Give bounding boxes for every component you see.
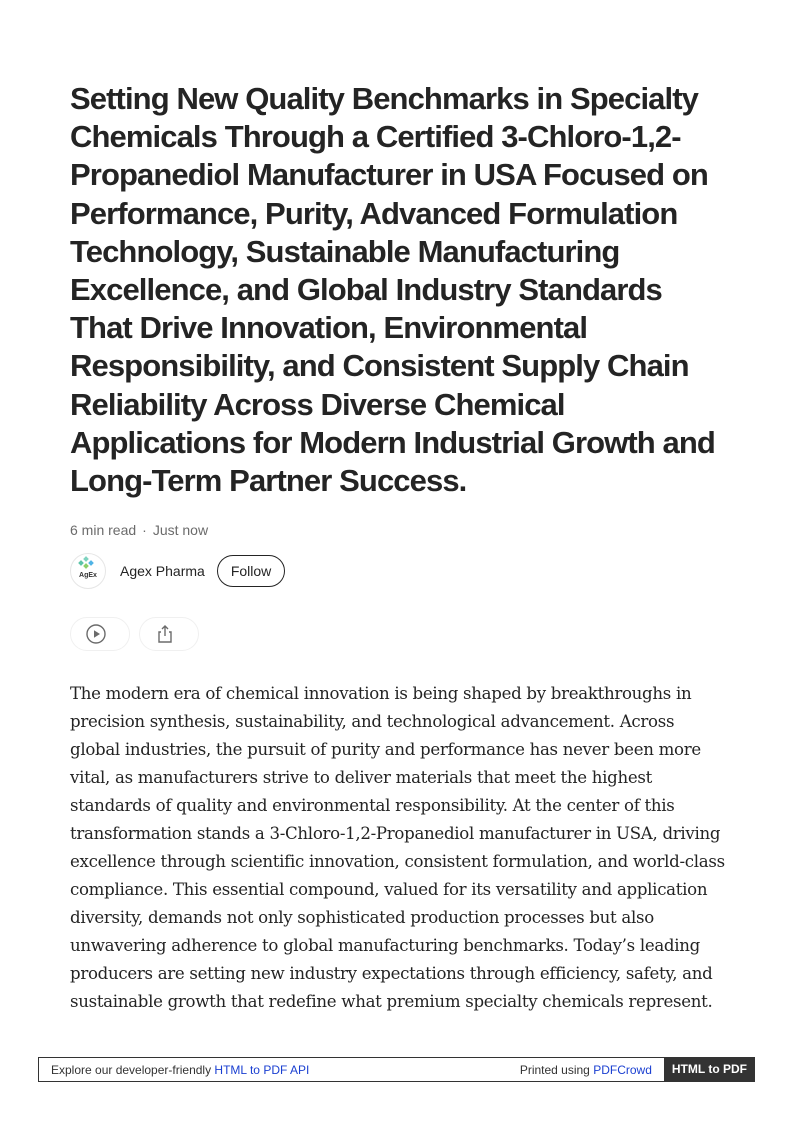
meta-separator: · xyxy=(142,522,147,538)
html-to-pdf-api-link[interactable]: HTML to PDF API xyxy=(214,1062,310,1077)
listen-button[interactable] xyxy=(70,617,130,651)
read-time: 6 min read xyxy=(70,522,137,538)
follow-button[interactable]: Follow xyxy=(217,555,285,587)
footer-explore xyxy=(39,1063,309,1077)
article-actions xyxy=(70,617,199,651)
avatar-logo-text: AgEx xyxy=(79,572,97,579)
published-time: Just now xyxy=(152,522,209,538)
article-meta xyxy=(70,522,208,538)
footer-printed xyxy=(520,1063,652,1077)
share-icon xyxy=(154,623,176,645)
footer-printed-text: Printed using xyxy=(519,1062,594,1077)
author-row xyxy=(70,553,285,589)
footer-explore-text: Explore our developer-friendly xyxy=(51,1062,215,1077)
agex-logo-icon xyxy=(71,554,105,588)
pdfcrowd-link[interactable]: PDFCrowd xyxy=(593,1062,652,1077)
html-to-pdf-button[interactable]: HTML to PDF xyxy=(664,1057,755,1082)
article-title: Setting New Quality Benchmarks in Specialty Chemicals Through a Certified 3-Chloro-1,2-Propanediol Manufacturer in USA Focused on Performance, Purity, Advanced Formulation Technology, Sustainable Manufacturing Excellence, and Global Industry Standards That Drive Innovation, Environmental Responsibility, and Consistent Supply Chain Reliability Across Diverse Chemical Applications for Modern Industrial Growth and Long-Term Partner Success. xyxy=(70,81,715,499)
share-button[interactable] xyxy=(139,617,199,651)
author-name[interactable]: Agex Pharma xyxy=(120,563,205,579)
avatar[interactable] xyxy=(70,553,106,589)
pdf-footer xyxy=(38,1057,755,1082)
article-body: The modern era of chemical innovation is being shaped by breakthroughs in precision synthesis, sustainability, and technological advancement. Across global industries, the pursuit of purity and performance has never been more vital, as manufacturers strive to deliver materials that meet the highest standards of quality and environmental responsibility. At the center of this transformation stands a 3-Chloro-1,2-Propanediol manufacturer in USA, driving excellence through scientific innovation, consistent formulation, and world-class compliance. This essential compound, valued for its versatility and application diversity, demands not only sophisticated production processes but also unwavering adherence to global manufacturing benchmarks. Today’s leading producers are setting new industry expectations through efficiency, safety, and sustainable growth that redefine what premium specialty chemicals represent. xyxy=(70,684,725,1011)
play-circle-icon xyxy=(85,623,107,645)
